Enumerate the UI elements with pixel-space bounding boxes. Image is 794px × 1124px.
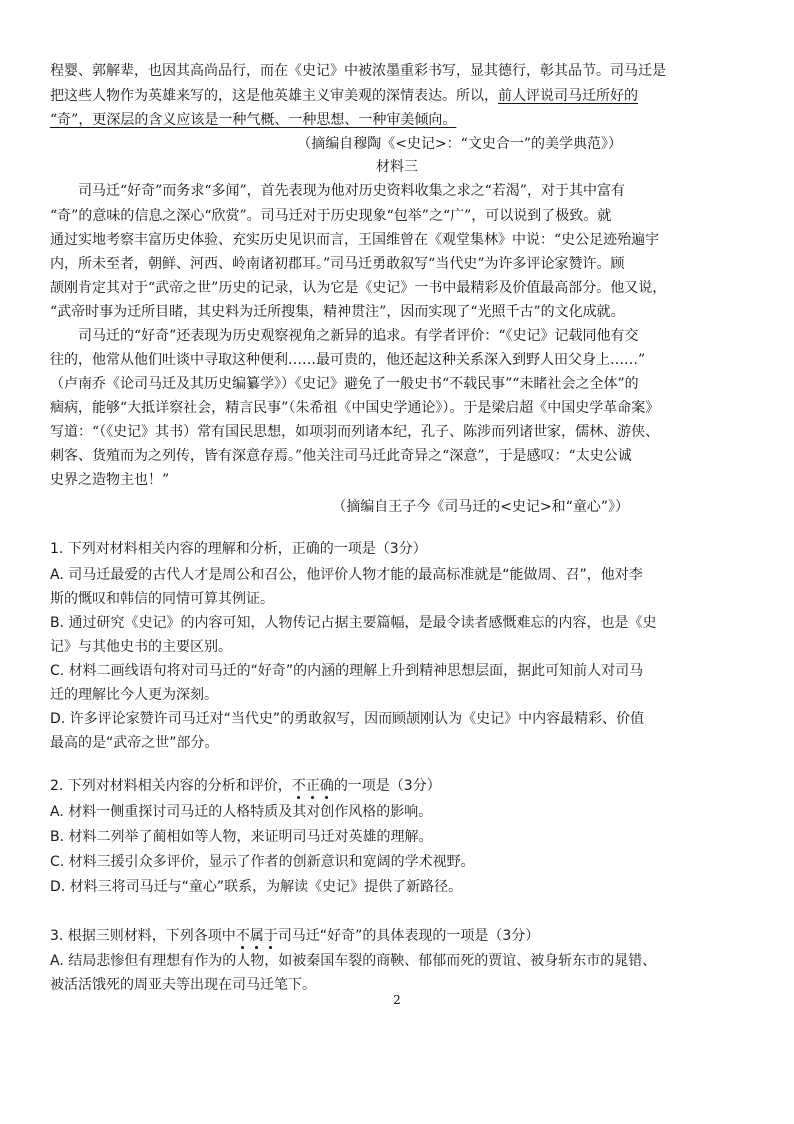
material3-source-row	[0, 496, 794, 516]
material3-para1-line-6: “武帝时事为迁所目睹，其史料为迁所搜集，精神贯注”，因而实现了“光照千古”的文化成就。	[50, 304, 625, 320]
material3-para2-line-7: 史界之造物主也！”	[50, 472, 170, 488]
material2-line-2	[50, 86, 638, 106]
emphasis-char: 正	[305, 778, 320, 794]
material3-source: （摘编自王子今《司马迁的<史记>和“童心”》）	[332, 499, 629, 515]
q2-option-b: B. 材料二列举了蔺相如等人物，来证明司马迁对英雄的理解。	[50, 829, 433, 845]
q1-option-b-line-2: 记》与其他史书的主要区别。	[50, 639, 232, 655]
material2-line-1: 程婴、郭解辈，也因其高尚品行，而在《史记》中被浓墨重彩书写，显其德行，彰其品节。司马迁是	[50, 63, 666, 79]
material3-para1-line-3: 通过实地考察丰富历史体验、充实历史见识而言，王国维曾在《观堂集林》中说：“史公足迹殆遍宇	[50, 232, 660, 248]
material3-para1-line-2: “奇”的意味的信息之深心“欣赏”。司马迁对于历史现象“包举”之“广”，可以说到了极致。就	[50, 208, 612, 224]
q1-option-a-line-2: 斯的慨叹和韩信的同情可算其例证。	[50, 591, 274, 607]
q2-stem-before: 2. 下列对材料相关内容的分析和评价，	[50, 778, 292, 794]
material3-heading: 材料三	[376, 159, 418, 175]
q2-stem-after: 的一项是（3分）	[333, 778, 441, 794]
material2-line-2-text: 把这些人物作为英雄来写的，这是他英雄主义审美观的深情表达。所以，	[50, 88, 498, 104]
material3-para2-line-2: 往的，他常从他们吐谈中寻取这种便利……最可贵的，他还起这种关系深入到野人田父身上……”	[50, 352, 646, 368]
material2-line-3-underlined: “奇”，更深层的含义应该是一种气概、一种思想、一种审美倾向。	[50, 112, 457, 128]
emphasis-char: 不	[235, 928, 250, 944]
material3-para2-line-1: 司马迁的“好奇”还表现为历史观察视角之新异的追求。有学者评价：“《史记》记载同他有交	[78, 328, 639, 344]
q3-stem-emphasis	[236, 928, 278, 944]
q1-option-b-line-1: B. 通过研究《史记》的内容可知，人物传记占据主要篇幅，是最令读者感慨难忘的内容，也是《史	[50, 615, 657, 631]
emphasis-char: 确	[319, 778, 334, 794]
q2-option-a: A. 材料一侧重探讨司马迁的人格特质及其对创作风格的影响。	[50, 804, 433, 820]
underlined-sentence-start: 前人评说司马迁所好的	[498, 88, 638, 104]
q1-stem: 1. 下列对材料相关内容的理解和分析，正确的一项是（3分）	[50, 541, 427, 557]
q2-option-d: D. 材料三将司马迁与“童心”联系，为解读《史记》提供了新路径。	[50, 879, 463, 895]
material3-para2-line-5: 写道：“（《史记》其书）常有国民思想，如项羽而列诸本纪，孔子、陈涉而列诸世家，儒林、游侠、	[50, 424, 660, 440]
q1-option-d-line-1: D. 许多评论家赞许司马迁对“当代史”的勇敢叙写，因而顾颉刚认为《史记》中内容最精彩、价值	[50, 711, 645, 727]
material3-para1-line-4: 内，所未至者，朝鲜、河西、岭南诸初郡耳。”司马迁勇敢叙写“当代史”为许多评论家赞许。顾	[50, 256, 625, 272]
q3-option-a-line-1: A. 结局悲惨但有理想有作为的人物，如被秦国车裂的商鞅、郁郁而死的贾谊、被身斩东市的晁错、	[50, 953, 657, 969]
page-number: 2	[393, 993, 401, 1007]
material2-source: （摘编自穆陶《<史记>：“文史合一”的美学典范》）	[297, 136, 622, 152]
emphasis-char: 于	[263, 928, 278, 944]
q2-option-c: C. 材料三援引众多评价，显示了作者的创新意识和宽阔的学术视野。	[50, 854, 475, 870]
material3-para1-line-5: 颉刚肯定其对于“武帝之世”历史的记录，认为它是《史记》一书中最精彩及价值最高部分。他又说，	[50, 280, 667, 296]
q2-stem-emphasis	[292, 778, 334, 794]
q1-option-c-line-2: 迁的理解比今人更为深刻。	[50, 687, 218, 703]
material3-para2-line-4: 痼病，能够“大抵详察社会，精言民事”（朱希祖《中国史学通论》）。于是梁启超《中国史学革命案》	[50, 400, 660, 416]
q3-stem-before: 3. 根据三则材料，下列各项中	[50, 928, 236, 944]
material3-para1-line-1: 司马迁“好奇”而务求“多闻”，首先表现为他对历史资料收集之求之“若渴”，对于其中富有	[78, 183, 625, 199]
material3-para2-line-6: 刺客、货殖而为之列传，皆有深意存焉。”他关注司马迁此奇异之“深意”，于是感叹：“太史公诚	[50, 448, 632, 464]
material3-para2-line-3: （卢南乔《论司马迁及其历史编纂学》）《史记》避免了一般史书“不载民事”“未睹社会之全体”的	[50, 376, 639, 392]
material2-source-row	[0, 133, 794, 153]
emphasis-char: 属	[249, 928, 264, 944]
q3-option-a-line-2: 被活活饿死的周亚夫等出现在司马迁笔下。	[50, 977, 316, 993]
q3-stem	[50, 925, 539, 945]
q1-option-a-line-1: A. 司马迁最爱的古代人才是周公和召公，他评价人物才能的最高标准就是“能做周、召”，他对李	[50, 567, 643, 583]
q1-option-d-line-2: 最高的是“武帝之世”部分。	[50, 735, 219, 751]
q2-stem	[50, 775, 441, 795]
q3-stem-after: 司马迁“好奇”的具体表现的一项是（3分）	[277, 928, 540, 944]
emphasis-char: 不	[291, 778, 306, 794]
q1-option-c-line-1: C. 材料二画线语句将对司马迁的“好奇”的内涵的理解上升到精神思想层面，据此可知前人对司马	[50, 663, 644, 679]
